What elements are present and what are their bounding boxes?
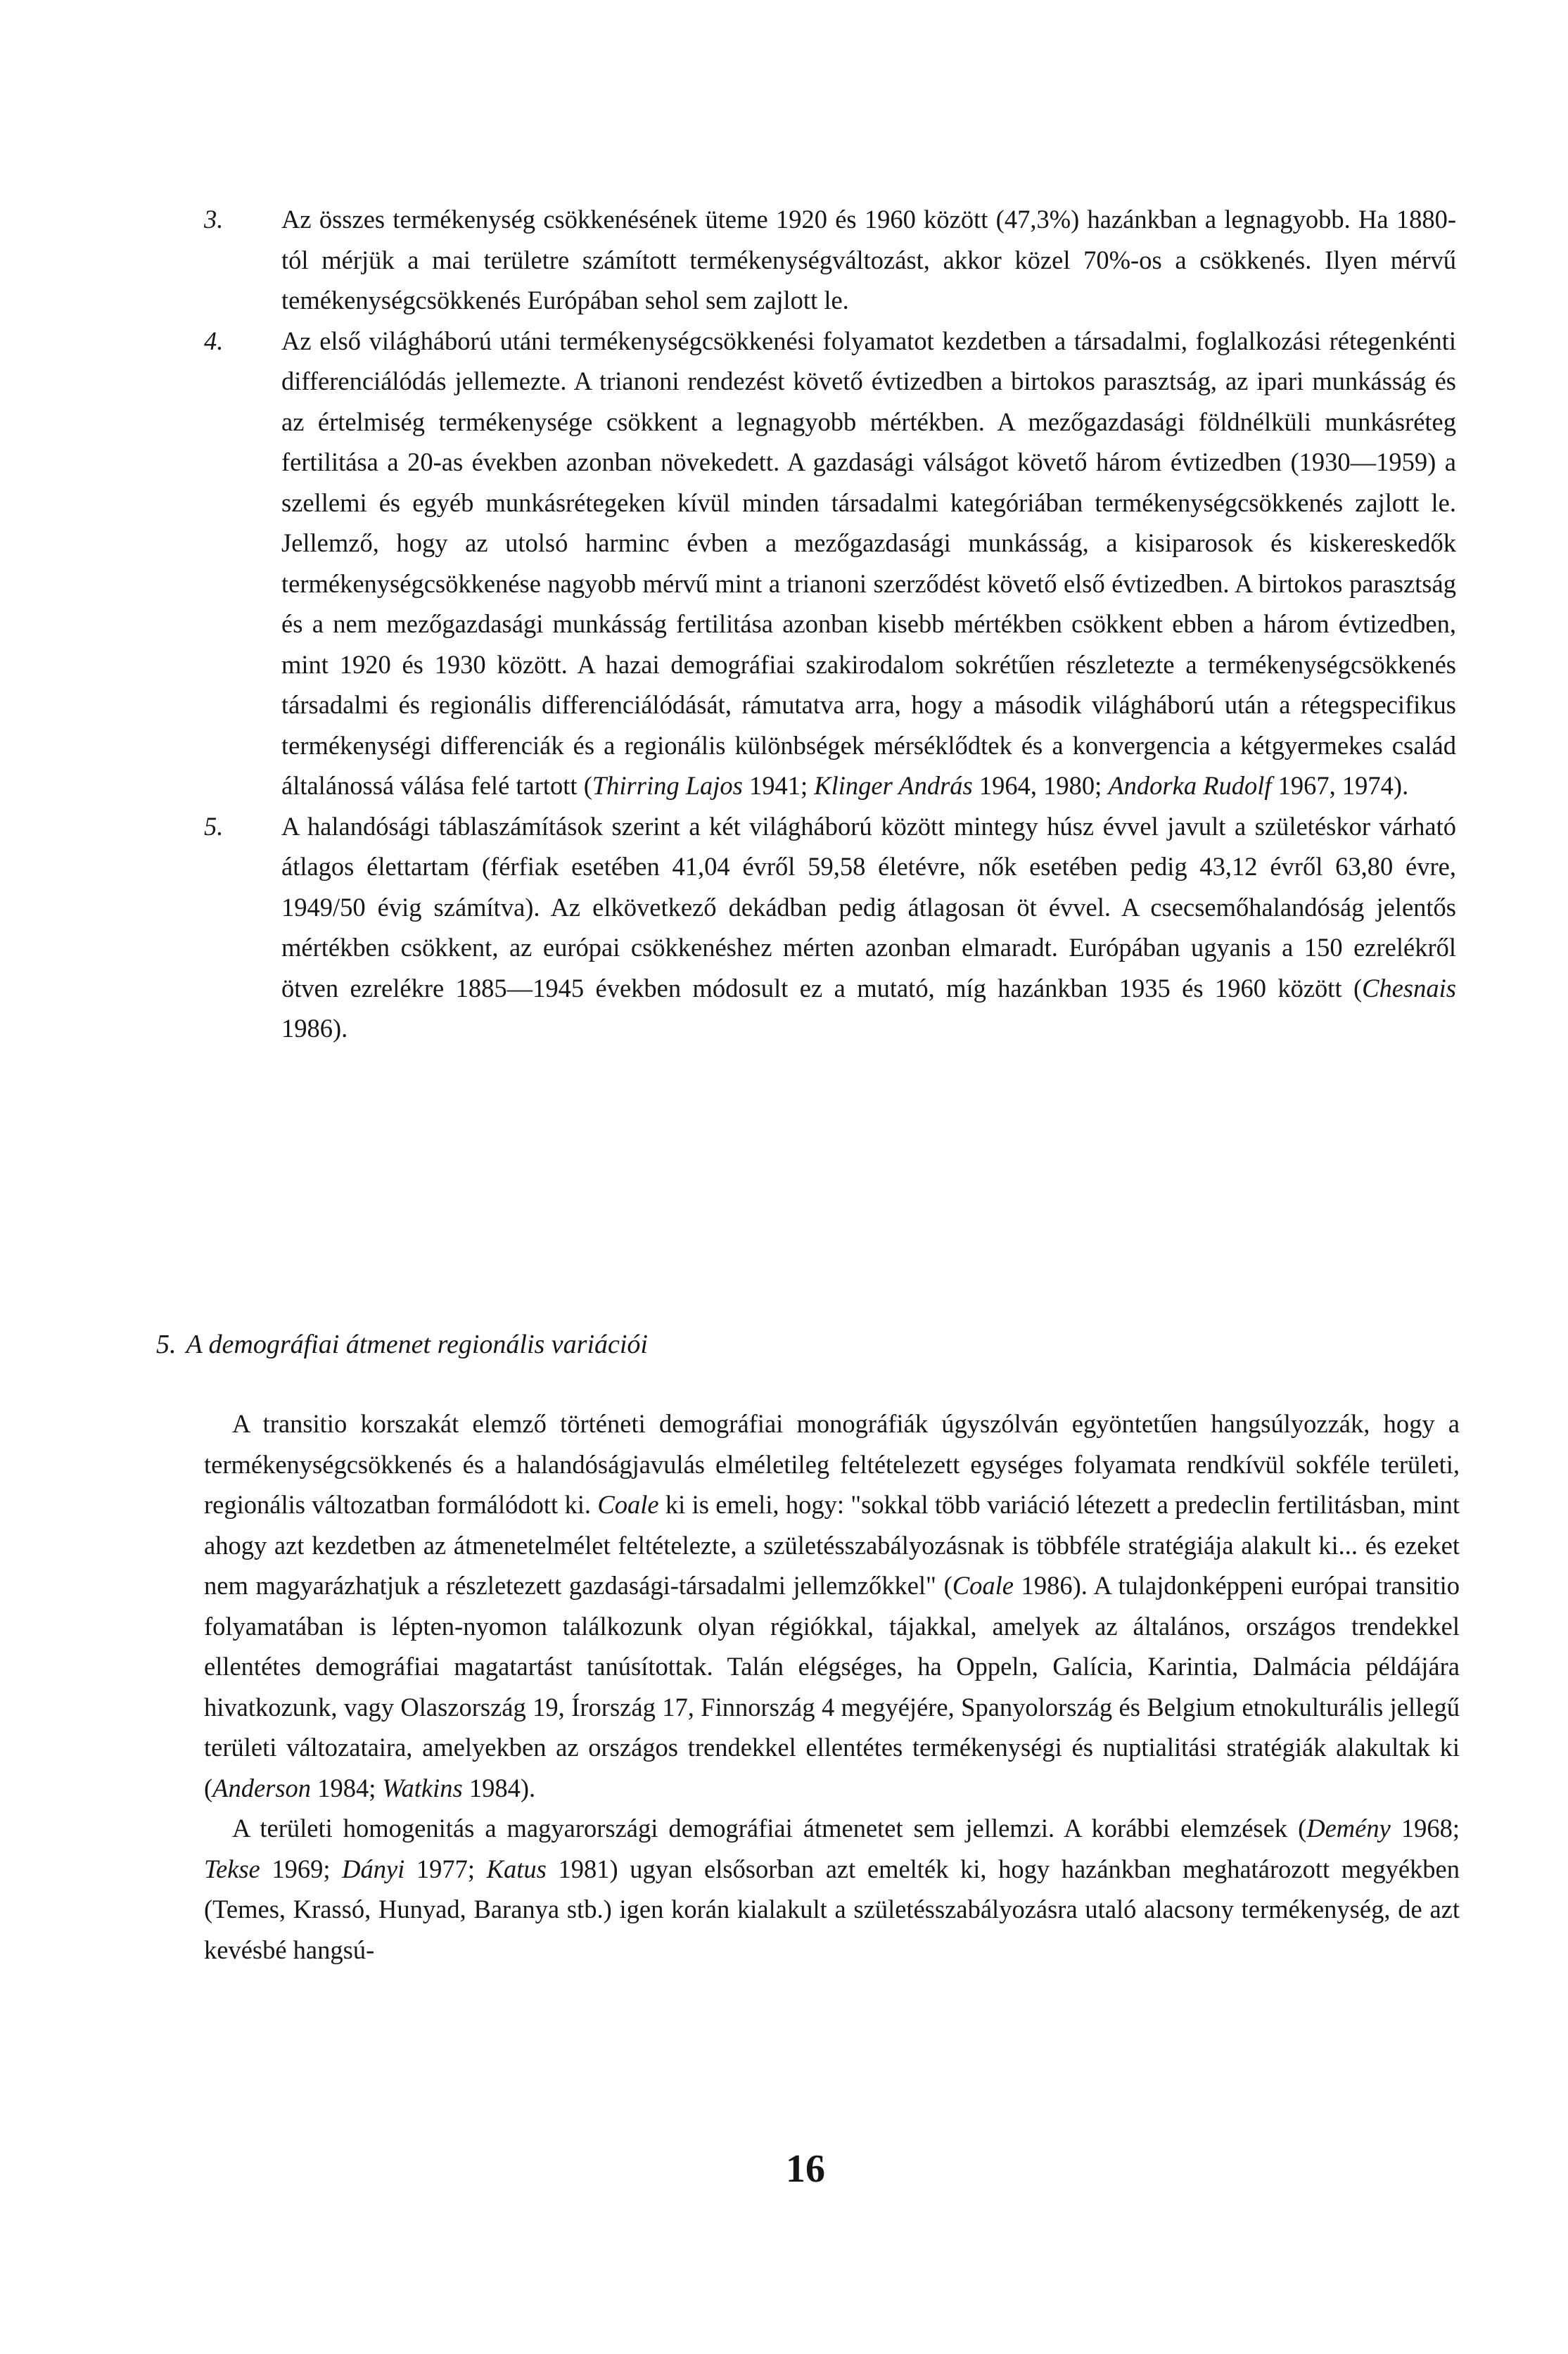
citation-author: Coale	[952, 1571, 1014, 1600]
text-run: A területi homogenitás a magyarországi demográfiai átmenetet sem jellemzi. A korábbi elemzések (	[232, 1814, 1307, 1843]
list-item-3	[204, 199, 1456, 321]
section-title: A demográfiai átmenet regionális variációi	[186, 1330, 648, 1359]
citation-author: Watkins	[382, 1773, 463, 1802]
paragraph	[204, 1404, 1460, 1808]
text-run: 1984;	[311, 1773, 383, 1802]
section-number: 5.	[156, 1330, 177, 1359]
section-heading	[156, 1325, 1458, 1365]
text-run: A halandósági táblaszámítások szerint a két világháború között mintegy húsz évvel javult a születéskor várható átlagos élettartam (férfiak esetében 41,04 évről 59,58 életévre, nők esetében pedig 43,12 évről 63,80 évre, 1949/50 évig számítva). Az elkövetkező dekádban pedig átlagosan öt évvel. A csecsemőhalandóság jelentős mértékben csökkent, az európai csökkenéshez mérten azonban elmaradt. Európában ugyanis a 150 ezrelékről ötven ezrelékre 1885—1945 években módosult ez a mutató, míg hazánkban 1935 és 1960 között (	[281, 811, 1456, 1003]
citation-author: Coale	[597, 1490, 659, 1519]
text-run: ki is emeli, hogy: "sokkal több variáció létezett a predeclin fertilitásban, mint ahogy azt kezdetben az átmenetelmélet feltételezte, a születésszabályozásnak is többféle stratégiája alakult ki... és ezeket nem magyarázhatjuk a részletezett gazdasági-társadalmi jellemzőkkel" (	[204, 1490, 1460, 1600]
text-run: 1964, 1980;	[972, 771, 1109, 800]
body-text	[204, 1404, 1460, 1970]
list-item-number: 3.	[204, 205, 224, 234]
list-item-text	[281, 321, 1456, 806]
text-run: 1969;	[260, 1854, 343, 1883]
list-item-5	[204, 806, 1456, 1049]
citation-author: Demény	[1306, 1814, 1391, 1843]
citation-author: Thirring Lajos	[592, 771, 743, 800]
text-run: 1967, 1974).	[1271, 771, 1409, 800]
list-item-4	[204, 321, 1456, 806]
list-item-number: 4.	[204, 326, 224, 355]
text-run: A transitio korszakát elemző történeti demográfiai monográfiák úgyszólván egyöntetűen hangsúlyozzák, hogy a termékenységcsökkenés és a halandóságjavulás elméletileg feltételezett egységes folyamata rendkívül sokféle területi, regionális változatban formálódott ki.	[204, 1409, 1460, 1519]
paragraph	[204, 1808, 1460, 1970]
page-number: 16	[786, 2147, 825, 2191]
citation-author: Tekse	[204, 1854, 260, 1883]
text-run: Az első világháború utáni termékenységcsökkenési folyamatot kezdetben a társadalmi, foglalkozási rétegenkénti differenciálódás jellemezte. A trianoni rendezést követő évtizedben a birtokos parasztság, az ipari munkásság és az értelmiség termékenysége csökkent a legnagyobb mértékben. A mezőgazdasági földnélküli munkásréteg fertilitása a 20-as években azonban növekedett. A gazdasági válságot követő három évtizedben (1930—1959) a szellemi és egyéb munkásrétegeken kívül minden társadalmi kategóriában termékenységcsökkenés zajlott le. Jellemző, hogy az utolsó harminc évben a mezőgazdasági munkásság, a kisiparosok és kiskereskedők termékenységcsökkenése nagyobb mérvű mint a trianoni szerződést követő első évtizedben. A birtokos parasztság és a nem mezőgazdasági munkásság fertilitása azonban kisebb mértékben csökkent ebben a három évtizedben, mint 1920 és 1930 között. A hazai demográfiai szakirodalom sokrétűen részletezte a termékenységcsökkenés társadalmi és regionális differenciálódását, rámutatva arra, hogy a második világháború után a rétegspecifikus termékenységi differenciák és a regionális különbségek mérséklődtek és a konvergencia a kétgyermekes család általánossá válása felé tartott (	[281, 326, 1456, 800]
text-run: 1986).	[281, 1014, 348, 1043]
citation-author: Klinger András	[814, 771, 973, 800]
text-run: 1968;	[1390, 1814, 1460, 1843]
citation-author: Katus	[486, 1854, 547, 1883]
citation-author: Chesnais	[1362, 973, 1456, 1003]
text-run: 1981) ugyan elsősorban azt emelték ki, hogy hazánkban meghatározott megyékben (Temes, Krassó, Hunyad, Baranya stb.) igen korán kialakult a születésszabályozásra utaló alacsony termékenység, de azt kevésbé hangsú-	[204, 1854, 1460, 1964]
text-run: 1984).	[462, 1773, 536, 1802]
list-item-text: Az összes termékenység csökkenésének üteme 1920 és 1960 között (47,3%) hazánkban a legnagyobb. Ha 1880-tól mérjük a mai területre számított termékenységváltozást, akkor közel 70%-os a csökkenés. Ilyen mérvű temékenységcsökkenés Európában sehol sem zajlott le.	[281, 205, 1456, 314]
list-item-text	[281, 806, 1456, 1049]
citation-author: Andorka Rudolf	[1108, 771, 1272, 800]
citation-author: Anderson	[212, 1773, 312, 1802]
numbered-notes-list	[204, 199, 1456, 1049]
text-run: 1977;	[404, 1854, 487, 1883]
text-run: 1986). A tulajdonképpeni európai transitio folyamatában is lépten-nyomon találkozunk olyan régiókkal, tájakkal, amelyek az általános, országos trendekkel ellentétes demográfiai magatartást tanúsítottak. Talán elégséges, ha Oppeln, Galícia, Karintia, Dalmácia példájára hivatkozunk, vagy Olaszország 19, Írország 17, Finnország 4 megyéjére, Spanyolország és Belgium etnokulturális jellegű területi változataira, amelyekben az országos trendekkel ellentétes termékenységi és nuptialitási stratégiák alakultak ki (	[204, 1571, 1460, 1802]
list-item-number: 5.	[204, 811, 224, 841]
citation-author: Dányi	[342, 1854, 405, 1883]
text-run: 1941;	[742, 771, 815, 800]
